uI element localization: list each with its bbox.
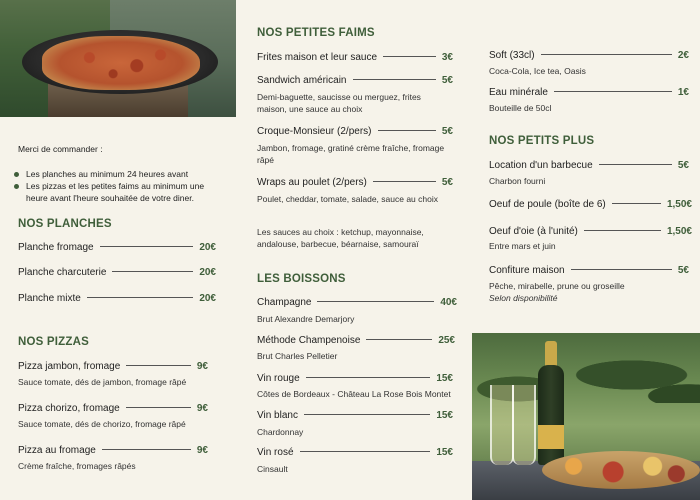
menu-item [489,160,689,171]
item-price: 9€ [196,445,208,456]
item-description: Jambon, fromage, gratiné crème fraîche, fromage râpé [257,143,445,165]
item-description: Poulet, cheddar, tomate, salade, sauce au choix [257,194,438,204]
item-description: Sauce tomate, dés de chorizo, fromage râpé [18,419,186,429]
item-name: Planche charcuterie [18,267,107,278]
item-price: 20€ [199,267,216,278]
menu-item [489,50,689,61]
item-description: Brut Charles Pelletier [257,351,338,361]
item-description: Sauce tomate, dés de jambon, fromage râpé [18,377,187,387]
menu-item [489,199,692,210]
item-description: Côtes de Bordeaux - Château La Rose Bois Montet [257,389,451,399]
menu-item [257,126,453,137]
menu-item [257,335,455,346]
section-title-boissons: LES BOISSONS [257,273,346,285]
intro-bullets [14,168,228,204]
item-price: 20€ [199,242,216,253]
intro-bullet: Les pizzas et les petites faims au minimum une heure avant l'heure souhaitée de votre diner. [14,180,228,204]
item-price: 15€ [436,447,453,458]
item-name: Vin blanc [257,410,298,421]
column-left [0,0,236,500]
section-title-petits-plus: NOS PETITS PLUS [489,135,595,147]
item-description: Pêche, mirabelle, prune ou groseille [489,281,625,291]
section-title-planches: NOS PLANCHES [18,218,112,230]
item-price: 1€ [677,87,689,98]
item-name: Oeuf d'oie (à l'unité) [489,226,578,237]
item-name: Confiture maison [489,265,565,276]
item-name: Planche mixte [18,293,81,304]
item-description: Brut Alexandre Demarjory [257,314,355,324]
menu-item [18,403,208,414]
intro-bullet: Les planches au minimum 24 heures avant [14,168,228,180]
item-price: 15€ [436,410,453,421]
item-price: 5€ [441,75,453,86]
item-description: Chardonnay [257,427,304,437]
menu-item [18,361,208,372]
item-name: Location d'un barbecue [489,160,593,171]
item-price: 25€ [438,335,455,346]
item-price: 40€ [440,297,457,308]
menu-item [18,242,216,253]
menu-item [257,373,453,384]
item-description: Bouteille de 50cl [489,103,552,113]
item-name: Sandwich américain [257,75,347,86]
item-name: Vin rosé [257,447,294,458]
column-right [472,0,700,500]
item-price: 5€ [441,126,453,137]
item-price: 1,50€ [666,226,692,237]
menu-item [257,297,457,308]
item-price: 1,50€ [666,199,692,210]
menu-item [257,410,453,421]
item-name: Frites maison et leur sauce [257,52,378,63]
item-description: Crème fraîche, fromages râpés [18,461,136,471]
item-price: 5€ [441,177,453,188]
item-description: Coca-Cola, Ice tea, Oasis [489,66,586,76]
menu-item [489,265,689,276]
item-name: Pizza au fromage [18,445,96,456]
item-name: Wraps au poulet (2/pers) [257,177,367,188]
champagne-photo [472,333,700,500]
sauces-note: Les sauces au choix : ketchup, mayonnaise, andalouse, barbecue, béarnaise, samouraï [257,227,424,249]
item-description: Cinsault [257,464,288,474]
item-name: Vin rouge [257,373,300,384]
item-description: Charbon fourni [489,176,546,186]
availability-note: Selon disponibilité [489,293,558,303]
menu-item [18,293,216,304]
intro-title: Merci de commander : [18,144,103,154]
item-price: 3€ [441,52,453,63]
menu-item [257,447,453,458]
item-price: 9€ [196,403,208,414]
menu-item [18,267,216,278]
item-name: Eau minérale [489,87,548,98]
item-name: Champagne [257,297,312,308]
column-middle [236,0,472,500]
menu-item [489,87,689,98]
item-price: 15€ [436,373,453,384]
item-name: Méthode Champenoise [257,335,361,346]
item-name: Oeuf de poule (boîte de 6) [489,199,606,210]
item-price: 5€ [677,160,689,171]
section-title-petites-faims: NOS PETITES FAIMS [257,27,375,39]
item-name: Planche fromage [18,242,94,253]
menu-item [257,52,453,63]
item-name: Soft (33cl) [489,50,535,61]
item-price: 9€ [196,361,208,372]
item-price: 2€ [677,50,689,61]
pizza-photo [0,0,236,117]
item-name: Croque-Monsieur (2/pers) [257,126,372,137]
item-price: 5€ [677,265,689,276]
item-description: Entre mars et juin [489,241,556,251]
item-description: Demi-baguette, saucisse ou merguez, frites maison, une sauce au choix [257,92,421,114]
menu-item [257,75,453,86]
item-name: Pizza chorizo, fromage [18,403,120,414]
item-price: 20€ [199,293,216,304]
menu-item [18,445,208,456]
menu-item [489,226,692,237]
menu-item [257,177,453,188]
item-name: Pizza jambon, fromage [18,361,121,372]
section-title-pizzas: NOS PIZZAS [18,336,90,348]
